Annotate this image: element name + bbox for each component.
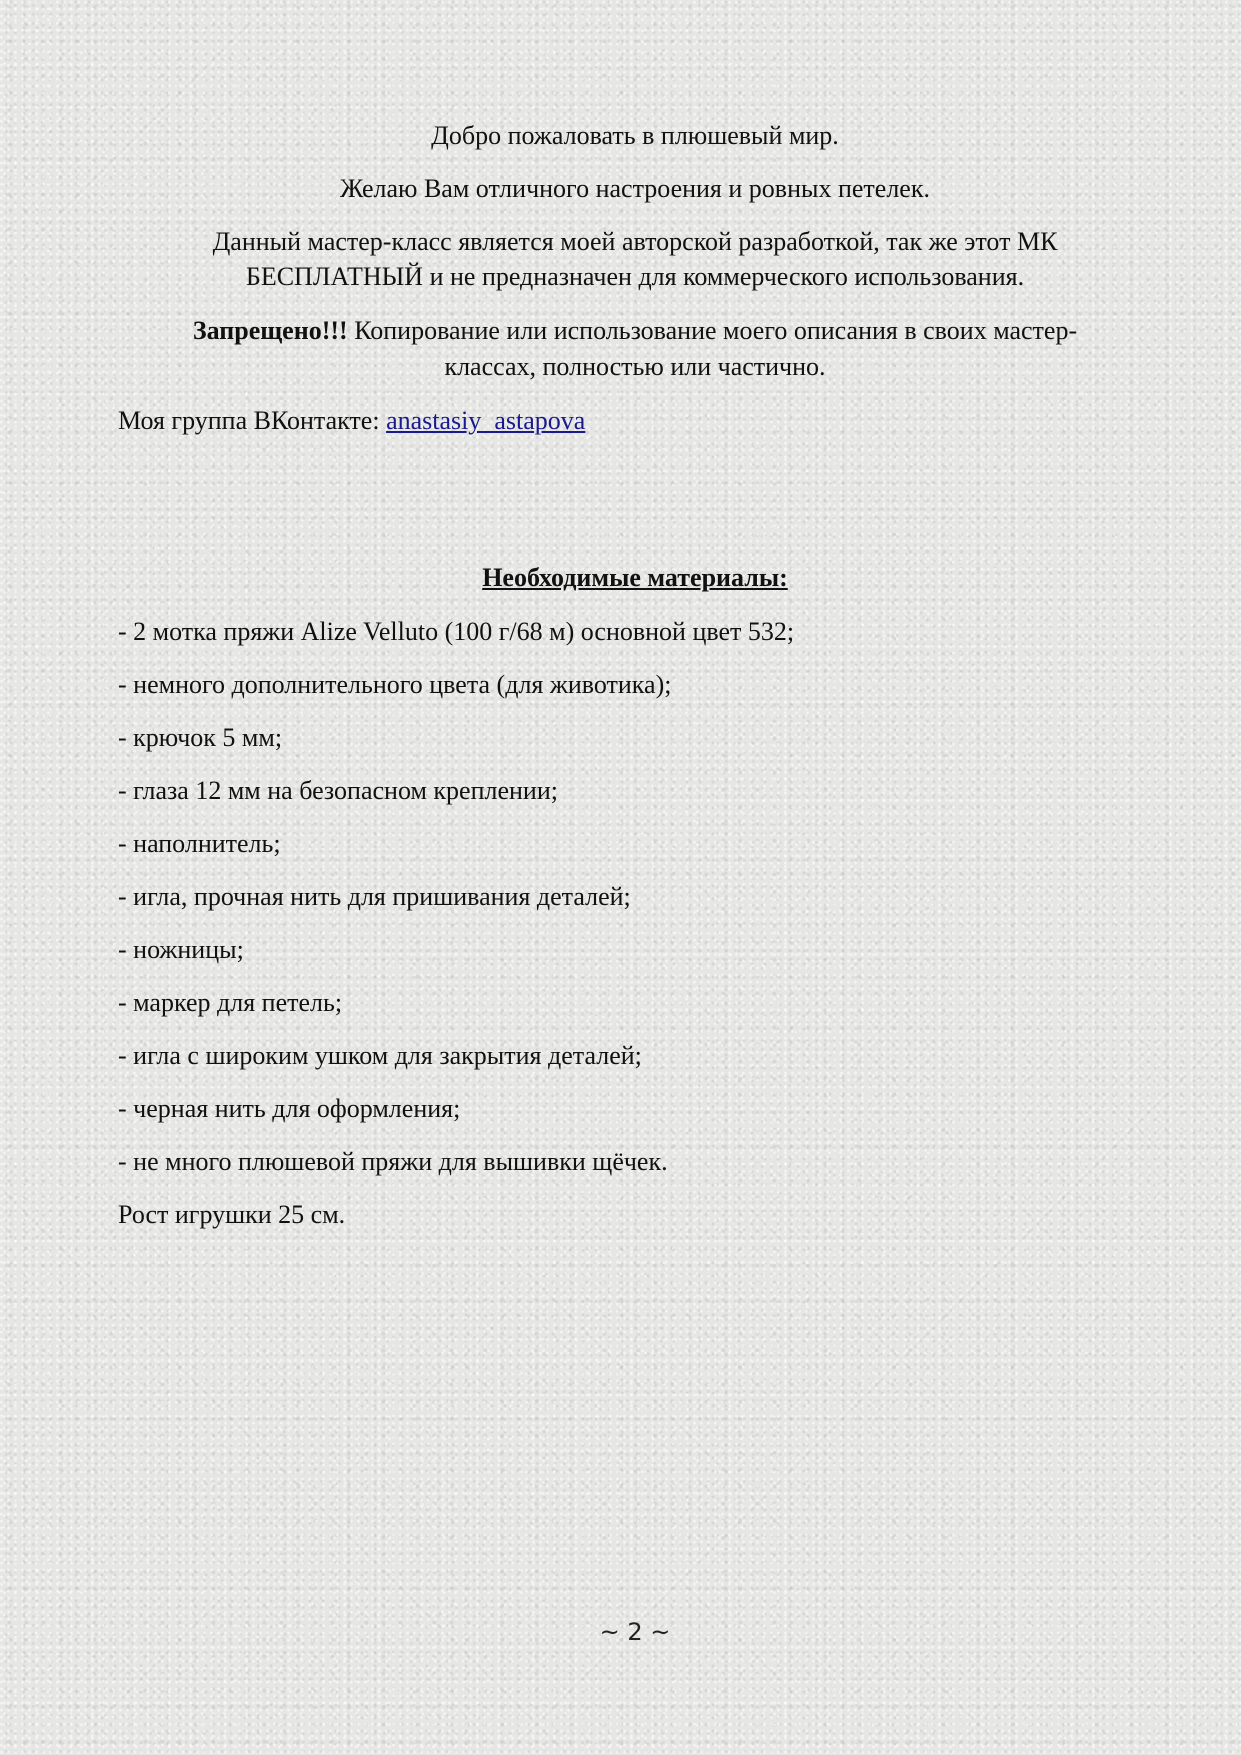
materials-heading: Необходимые материалы:: [482, 563, 788, 592]
material-item: - ножницы;: [118, 935, 244, 964]
material-item: - не много плюшевой пряжи для вышивки щёчек.: [118, 1147, 668, 1176]
material-item: - маркер для петель;: [118, 988, 343, 1017]
vk-group-label: Моя группа ВКонтакте:: [118, 406, 387, 435]
forbidden-notice-line-1: [118, 313, 1152, 349]
material-item: - черная нить для оформления;: [118, 1094, 461, 1123]
forbidden-text: Копирование или использование моего описания в своих мастер-: [347, 316, 1078, 345]
toy-height-text: Рост игрушки 25 см.: [118, 1200, 346, 1229]
author-note-line-1: Данный мастер-класс является моей авторской разработкой, так же этот МК: [212, 227, 1058, 256]
material-item: - глаза 12 мм на безопасном креплении;: [118, 776, 558, 805]
material-item: - игла, прочная нить для пришивания деталей;: [118, 882, 631, 911]
forbidden-label: Запрещено!!!: [192, 316, 348, 345]
material-item: - крючок 5 мм;: [118, 723, 283, 752]
wish-text: Желаю Вам отличного настроения и ровных петелек.: [340, 174, 930, 203]
material-item: - 2 мотка пряжи Alize Velluto (100 г/68 м) основной цвет 532;: [118, 617, 795, 646]
vk-group-link[interactable]: anastasiy_astapova: [386, 406, 586, 435]
page-number: ~ 2 ~: [599, 1618, 671, 1646]
material-item: - наполнитель;: [118, 829, 281, 858]
welcome-text: Добро пожаловать в плюшевый мир.: [431, 121, 839, 150]
material-item: - немного дополнительного цвета (для животика);: [118, 670, 672, 699]
material-item: - игла с широким ушком для закрытия деталей;: [118, 1041, 642, 1070]
forbidden-notice-line-2: классах, полностью или частично.: [444, 352, 826, 381]
author-note-line-2: БЕСПЛАТНЫЙ и не предназначен для коммерческого использования.: [245, 262, 1025, 291]
vk-group-line: [118, 403, 585, 439]
